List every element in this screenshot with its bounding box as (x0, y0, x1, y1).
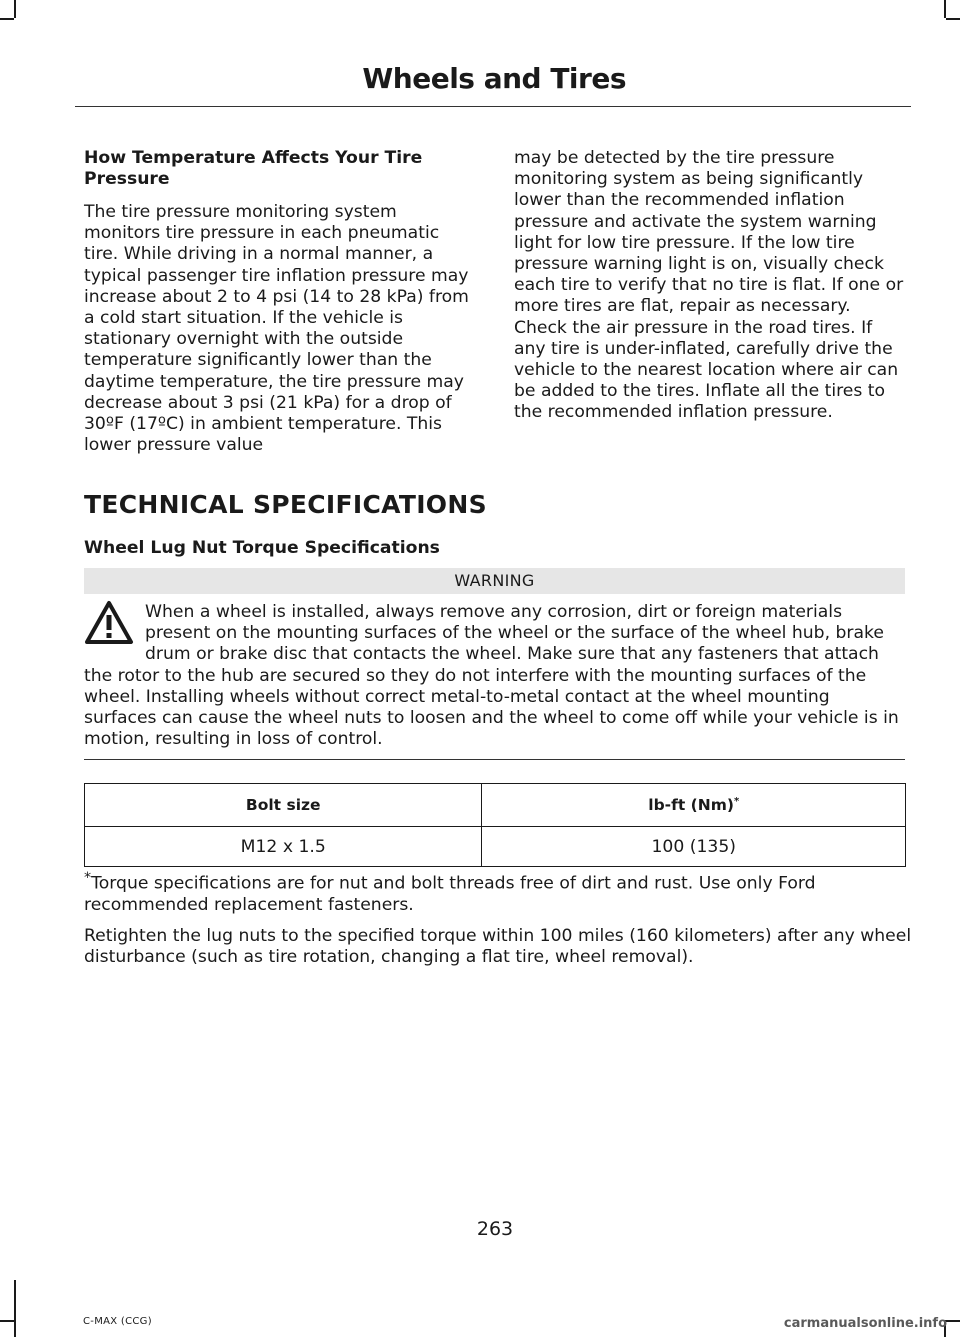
footnote-marker: * (733, 795, 740, 807)
warning-text-content: When a wheel is installed, always remove any corrosion, dirt or foreign materials present on the mounting surfaces of the wheel or the surface of the wheel hub, brake drum or brake disc that contacts the wheel. Make sure that any fasteners that attach the rotor to the hub are secured so they do not interfere with the mounting surfaces of the wheel. Installing wheels without correct metal-to-metal contact at the wheel mounting surfaces can cause the wheel nuts to loosen and the wheel to come off while your vehicle is in motion, resulting in loss of control. (84, 602, 899, 750)
temperature-body-left: The tire pressure monitoring system monitors tire pressure in each pneumatic tire. While driving in a normal manner, a typical passenger tire inflation pressure may increase about 2 to 4 psi (14 to 28 kPa) from a cold start situation. If the vehicle is stationary overnight with the outside temperature significantly lower than the daytime temperature, the tire pressure may decrease about 3 psi (21 kPa) for a drop of 30ºF (17ºC) in ambient temperature. This lower pressure value (84, 202, 469, 456)
crop-mark (944, 0, 946, 18)
footnote-text: Torque specifications are for nut and bolt threads free of dirt and rust. Use only Ford recommended replacement fasteners. (84, 873, 816, 915)
table-header-torque (482, 784, 906, 827)
text-column-right (514, 148, 906, 424)
header-divider (75, 106, 911, 107)
table-header-row (85, 784, 906, 827)
model-label: C-MAX (CCG) (83, 1316, 152, 1327)
watermark: carmanualsonline.info (783, 1316, 947, 1331)
section-title: TECHNICAL SPECIFICATIONS (84, 490, 487, 519)
page-header-title: Wheels and Tires (362, 62, 626, 95)
table-row (85, 827, 906, 867)
temperature-heading: How Temperature Affects Your Tire Pressure (84, 148, 423, 189)
retighten-paragraph: Retighten the lug nuts to the specified torque within 100 miles (160 kilometers) after any wheel disturbance (such as tire rotation, changing a flat tire, wheel removal). (84, 926, 912, 968)
crop-mark (14, 1280, 16, 1337)
warning-text (84, 602, 906, 750)
table-header-bolt-size: Bolt size (85, 784, 482, 827)
crop-mark (946, 18, 960, 20)
temperature-body-right: may be detected by the tire pressure monitoring system as being significantly lower than the recommended inflation pressure and activate the system warning light for low tire pressure. If the low tire pressure warning light is on, visually check each tire to verify that no tire is flat. If one or more tires are flat, repair as necessary. Check the air pressure in the road tires. If any tire is under-inflated, carefully drive the vehicle to the nearest location where air can be added to the tires. Inflate all the tires to the recommended inflation pressure. (514, 148, 904, 423)
crop-mark (14, 0, 16, 18)
table-cell-torque: 100 (135) (482, 827, 906, 867)
crop-mark (0, 1320, 14, 1322)
crop-mark (0, 18, 14, 20)
page-number: 263 (476, 1218, 514, 1240)
footnote (84, 868, 914, 916)
warning-divider (84, 759, 905, 760)
footnote-marker: * (84, 870, 92, 886)
text-column-left (84, 148, 476, 456)
torque-header-label: lb-ft (Nm) (648, 796, 734, 815)
section-subtitle: Wheel Lug Nut Torque Specifications (84, 538, 440, 558)
warning-banner: WARNING (84, 568, 905, 594)
table-cell-bolt-size: M12 x 1.5 (85, 827, 482, 867)
crop-mark (946, 1320, 960, 1322)
torque-spec-table (84, 783, 906, 867)
